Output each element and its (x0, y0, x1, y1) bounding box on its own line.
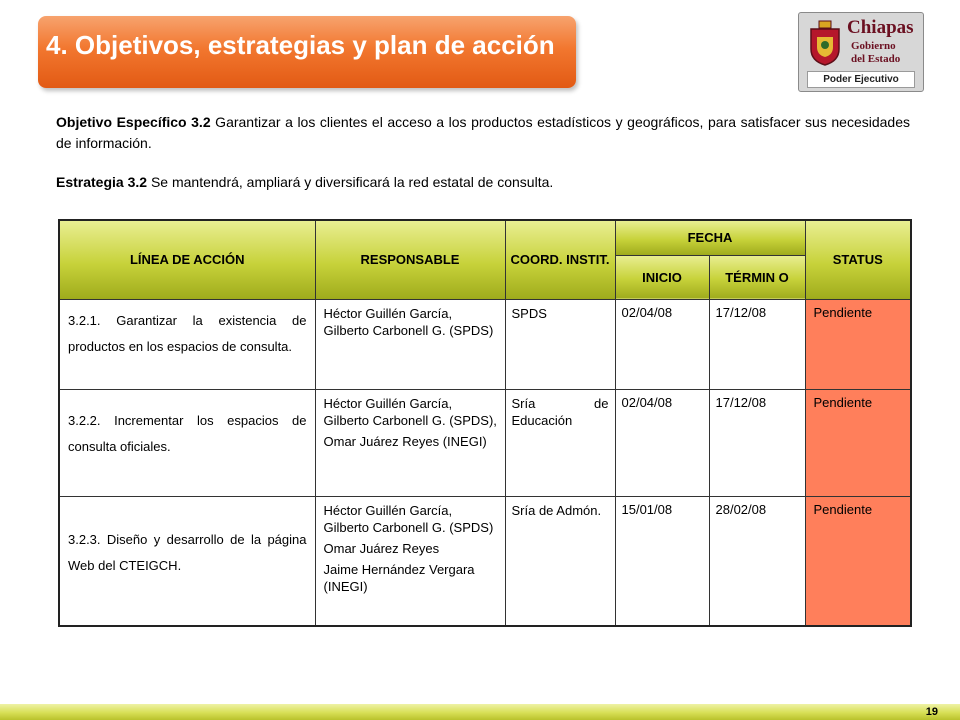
termino-cell: 17/12/08 (709, 389, 805, 496)
action-plan-table (58, 219, 912, 627)
page-number: 19 (925, 706, 938, 718)
logo-line-1: Gobierno (851, 40, 896, 52)
status-cell: Pendiente (805, 389, 911, 496)
responsable-cell (315, 389, 505, 496)
slide-title: 4. Objetivos, estrategias y plan de acción (46, 30, 555, 60)
header-linea: LÍNEA DE ACCIÓN (59, 220, 315, 299)
chiapas-logo (798, 12, 924, 92)
coord-cell: SPDS (505, 299, 615, 389)
linea-cell: 3.2.2. Incrementar los espacios de consulta oficiales. (59, 389, 315, 496)
estrategia-paragraph (56, 172, 910, 193)
coat-of-arms-icon (807, 19, 843, 67)
header-inicio: INICIO (615, 255, 709, 299)
responsable-line: Héctor Guillén García, Gilberto Carbonell G. (SPDS) (323, 502, 494, 535)
inicio-cell: 02/04/08 (615, 389, 709, 496)
status-cell: Pendiente (805, 299, 911, 389)
coord-cell: Sría de Admón. (505, 496, 615, 626)
coord-cell: Sría de Educación (505, 389, 615, 496)
responsable-line: Jaime Hernández Vergara (INEGI) (323, 561, 475, 594)
termino-cell: 28/02/08 (709, 496, 805, 626)
header-responsable: RESPONSABLE (315, 220, 505, 299)
slide-title-banner (38, 16, 576, 88)
table-row (59, 496, 911, 626)
responsable-line: Omar Juárez Reyes (323, 540, 440, 556)
responsable-line: Héctor Guillén García, Gilberto Carbonell G. (SPDS) (323, 305, 494, 338)
linea-cell: 3.2.3. Diseño y desarrollo de la página Web del CTEIGCH. (59, 496, 315, 626)
estrategia-label: Estrategia 3.2 (56, 174, 148, 190)
footer-bar (0, 704, 960, 720)
responsable-cell (315, 496, 505, 626)
objetivo-text: Garantizar a los clientes el acceso a los productos estadísticos y geográficos, para satisfacer sus necesidades de información. (56, 114, 911, 151)
inicio-cell: 02/04/08 (615, 299, 709, 389)
responsable-cell (315, 299, 505, 389)
responsable-line: Héctor Guillén García, Gilberto Carbonell G. (SPDS), (323, 395, 497, 428)
responsable-line: Omar Juárez Reyes (INEGI) (323, 433, 487, 449)
header-status: STATUS (805, 220, 911, 299)
objetivo-paragraph (56, 112, 910, 154)
objetivo-label: Objetivo Específico 3.2 (56, 114, 211, 130)
estrategia-text: Se mantendrá, ampliará y diversificará la red estatal de consulta. (147, 174, 554, 190)
header-fecha: FECHA (615, 220, 805, 255)
logo-brand: Chiapas (847, 17, 914, 38)
table-row (59, 299, 911, 389)
status-cell: Pendiente (805, 496, 911, 626)
linea-cell: 3.2.1. Garantizar la existencia de productos en los espacios de consulta. (59, 299, 315, 389)
logo-tag: Poder Ejecutivo (807, 71, 915, 88)
header-coord: COORD. INSTIT. (505, 220, 615, 299)
logo-line-2: del Estado (851, 53, 901, 65)
header-termino: TÉRMIN O (709, 255, 805, 299)
table-row (59, 389, 911, 496)
inicio-cell: 15/01/08 (615, 496, 709, 626)
termino-cell: 17/12/08 (709, 299, 805, 389)
intro-text (56, 112, 910, 193)
